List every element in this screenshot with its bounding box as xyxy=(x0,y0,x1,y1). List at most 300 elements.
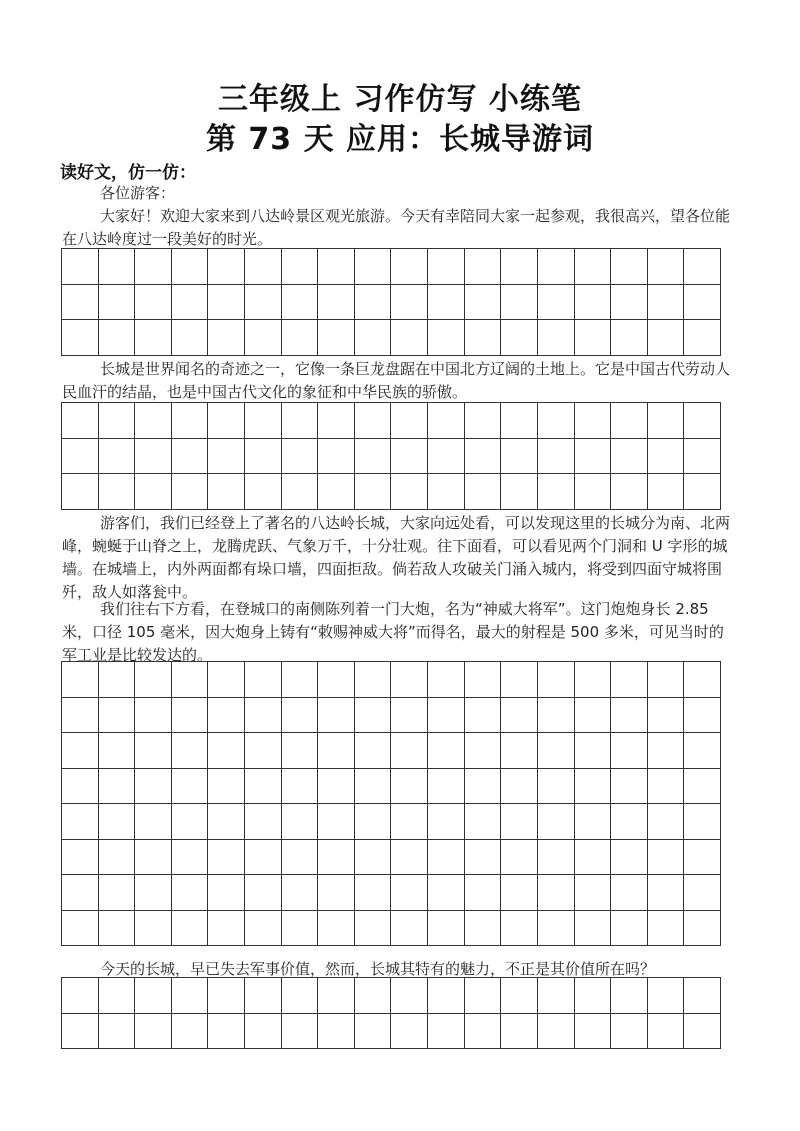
grid-cell[interactable] xyxy=(99,804,136,840)
grid-cell[interactable] xyxy=(282,439,319,475)
grid-cell[interactable] xyxy=(465,439,502,475)
grid-cell[interactable] xyxy=(355,804,392,840)
grid-cell[interactable] xyxy=(135,769,172,805)
grid-cell[interactable] xyxy=(391,285,428,321)
grid-cell[interactable] xyxy=(465,1014,502,1050)
grid-cell[interactable] xyxy=(245,403,282,439)
grid-cell[interactable] xyxy=(538,249,575,285)
grid-cell[interactable] xyxy=(62,875,99,911)
grid-cell[interactable] xyxy=(391,698,428,734)
grid-cell[interactable] xyxy=(99,978,136,1014)
grid-cell[interactable] xyxy=(538,320,575,356)
worksheet-title: 三年级上 习作仿写 小练笔 xyxy=(218,82,582,117)
grid-cell[interactable] xyxy=(99,662,136,698)
grid-cell[interactable] xyxy=(355,875,392,911)
grid-cell[interactable] xyxy=(99,769,136,805)
paragraph-5: 今天的长城，早已失去军事价值，然而，长城其特有的魅力，不正是其价值所在吗？ xyxy=(100,960,656,978)
grid-cell[interactable] xyxy=(99,733,136,769)
grid-cell[interactable] xyxy=(282,1014,319,1050)
grid-cell[interactable] xyxy=(501,698,538,734)
grid-cell[interactable] xyxy=(135,320,172,356)
section-label: 读好文，仿一仿： xyxy=(60,163,196,183)
grid-cell[interactable] xyxy=(318,804,355,840)
grid-cell[interactable] xyxy=(99,403,136,439)
grid-cell[interactable] xyxy=(465,804,502,840)
grid-cell[interactable] xyxy=(318,285,355,321)
grid-cell[interactable] xyxy=(611,403,648,439)
grid-cell[interactable] xyxy=(575,875,612,911)
grid-cell[interactable] xyxy=(684,698,721,734)
grid-cell[interactable] xyxy=(208,804,245,840)
grid-cell[interactable] xyxy=(611,804,648,840)
grid-cell[interactable] xyxy=(575,733,612,769)
grid-cell[interactable] xyxy=(245,474,282,510)
grid-cell[interactable] xyxy=(575,804,612,840)
grid-cell[interactable] xyxy=(684,662,721,698)
grid-cell[interactable] xyxy=(501,285,538,321)
grid-cell[interactable] xyxy=(355,439,392,475)
writing-grid-1[interactable] xyxy=(61,248,721,356)
grid-cell[interactable] xyxy=(135,911,172,947)
grid-cell[interactable] xyxy=(428,474,465,510)
grid-cell[interactable] xyxy=(208,769,245,805)
grid-cell[interactable] xyxy=(501,403,538,439)
grid-cell[interactable] xyxy=(282,875,319,911)
grid-cell[interactable] xyxy=(172,769,209,805)
grid-cell[interactable] xyxy=(648,285,685,321)
grid-cell[interactable] xyxy=(465,733,502,769)
grid-cell[interactable] xyxy=(318,911,355,947)
grid-cell[interactable] xyxy=(99,698,136,734)
grid-cell[interactable] xyxy=(428,285,465,321)
grid-cell[interactable] xyxy=(99,320,136,356)
grid-cell[interactable] xyxy=(62,320,99,356)
grid-cell[interactable] xyxy=(501,804,538,840)
grid-cell[interactable] xyxy=(62,698,99,734)
grid-cell[interactable] xyxy=(172,911,209,947)
grid-cell[interactable] xyxy=(99,439,136,475)
grid-cell[interactable] xyxy=(208,320,245,356)
grid-cell[interactable] xyxy=(282,733,319,769)
grid-cell[interactable] xyxy=(428,439,465,475)
grid-cell[interactable] xyxy=(355,769,392,805)
grid-cell[interactable] xyxy=(355,662,392,698)
grid-cell[interactable] xyxy=(62,769,99,805)
paragraph-4: 我们往右下方看，在登城口的南侧陈列着一门大炮，名为“神威大将军”。这门炮炮身长 2.85 米，口径 105 毫米，因大炮身上铸有“敕赐神威大将”而得名，最大的射程是 500 多米，可见当时的军工业是比较发达的。 xyxy=(62,600,724,664)
grid-cell[interactable] xyxy=(135,403,172,439)
grid-cell[interactable] xyxy=(575,320,612,356)
grid-cell[interactable] xyxy=(538,978,575,1014)
grid-cell[interactable] xyxy=(62,662,99,698)
grid-cell[interactable] xyxy=(648,439,685,475)
grid-cell[interactable] xyxy=(611,840,648,876)
grid-cell[interactable] xyxy=(355,320,392,356)
grid-cell[interactable] xyxy=(62,439,99,475)
grid-cell[interactable] xyxy=(318,403,355,439)
grid-cell[interactable] xyxy=(465,249,502,285)
grid-cell[interactable] xyxy=(611,439,648,475)
grid-cell[interactable] xyxy=(282,320,319,356)
grid-cell[interactable] xyxy=(611,698,648,734)
grid-cell[interactable] xyxy=(391,662,428,698)
grid-cell[interactable] xyxy=(684,804,721,840)
grid-cell[interactable] xyxy=(465,769,502,805)
grid-cell[interactable] xyxy=(611,320,648,356)
grid-cell[interactable] xyxy=(465,840,502,876)
grid-cell[interactable] xyxy=(428,249,465,285)
paragraph-1: 大家好！欢迎大家来到八达岭景区观光旅游。今天有幸陪同大家一起参观，我很高兴，望各位能在八达岭度过一段美好的时光。 xyxy=(62,207,731,248)
grid-cell[interactable] xyxy=(465,403,502,439)
grid-cell[interactable] xyxy=(428,1014,465,1050)
grid-cell[interactable] xyxy=(391,911,428,947)
grid-cell[interactable] xyxy=(135,698,172,734)
grid-cell[interactable] xyxy=(538,911,575,947)
grid-cell[interactable] xyxy=(684,320,721,356)
grid-cell[interactable] xyxy=(391,320,428,356)
grid-cell[interactable] xyxy=(465,474,502,510)
grid-cell[interactable] xyxy=(501,733,538,769)
grid-cell[interactable] xyxy=(245,698,282,734)
grid-cell[interactable] xyxy=(135,978,172,1014)
grid-cell[interactable] xyxy=(391,978,428,1014)
grid-cell[interactable] xyxy=(648,249,685,285)
grid-cell[interactable] xyxy=(62,978,99,1014)
grid-cell[interactable] xyxy=(172,285,209,321)
grid-cell[interactable] xyxy=(282,249,319,285)
grid-cell[interactable] xyxy=(355,698,392,734)
grid-cell[interactable] xyxy=(208,474,245,510)
grid-cell[interactable] xyxy=(575,698,612,734)
grid-cell[interactable] xyxy=(648,875,685,911)
grid-cell[interactable] xyxy=(245,662,282,698)
grid-cell[interactable] xyxy=(99,474,136,510)
grid-cell[interactable] xyxy=(538,474,575,510)
grid-cell[interactable] xyxy=(208,285,245,321)
grid-cell[interactable] xyxy=(208,249,245,285)
grid-cell[interactable] xyxy=(611,285,648,321)
grid-cell[interactable] xyxy=(208,733,245,769)
grid-cell[interactable] xyxy=(282,285,319,321)
grid-cell[interactable] xyxy=(501,249,538,285)
grid-cell[interactable] xyxy=(575,840,612,876)
grid-cell[interactable] xyxy=(208,875,245,911)
grid-cell[interactable] xyxy=(282,662,319,698)
grid-cell[interactable] xyxy=(391,474,428,510)
grid-cell[interactable] xyxy=(282,840,319,876)
grid-cell[interactable] xyxy=(318,1014,355,1050)
grid-cell[interactable] xyxy=(575,403,612,439)
grid-cell[interactable] xyxy=(501,840,538,876)
grid-cell[interactable] xyxy=(318,474,355,510)
grid-cell[interactable] xyxy=(62,1014,99,1050)
grid-cell[interactable] xyxy=(172,978,209,1014)
grid-cell[interactable] xyxy=(172,804,209,840)
grid-cell[interactable] xyxy=(575,769,612,805)
grid-cell[interactable] xyxy=(501,439,538,475)
grid-cell[interactable] xyxy=(575,662,612,698)
grid-cell[interactable] xyxy=(318,662,355,698)
grid-cell[interactable] xyxy=(135,875,172,911)
grid-cell[interactable] xyxy=(648,698,685,734)
grid-cell[interactable] xyxy=(538,403,575,439)
grid-cell[interactable] xyxy=(391,840,428,876)
grid-cell[interactable] xyxy=(575,285,612,321)
grid-cell[interactable] xyxy=(135,804,172,840)
grid-cell[interactable] xyxy=(172,249,209,285)
grid-cell[interactable] xyxy=(684,1014,721,1050)
grid-cell[interactable] xyxy=(318,978,355,1014)
grid-cell[interactable] xyxy=(538,840,575,876)
grid-cell[interactable] xyxy=(538,439,575,475)
grid-cell[interactable] xyxy=(391,769,428,805)
grid-cell[interactable] xyxy=(99,911,136,947)
grid-cell[interactable] xyxy=(684,875,721,911)
grid-cell[interactable] xyxy=(355,840,392,876)
grid-cell[interactable] xyxy=(538,698,575,734)
grid-cell[interactable] xyxy=(648,911,685,947)
grid-cell[interactable] xyxy=(135,840,172,876)
grid-cell[interactable] xyxy=(501,978,538,1014)
grid-cell[interactable] xyxy=(208,439,245,475)
paragraph-2: 长城是世界闻名的奇迹之一，它像一条巨龙盘踞在中国北方辽阔的土地上。它是中国古代劳动人民血汗的结晶，也是中国古代文化的象征和中华民族的骄傲。 xyxy=(62,360,731,401)
grid-cell[interactable] xyxy=(318,698,355,734)
writing-grid-2[interactable] xyxy=(61,402,721,510)
grid-cell[interactable] xyxy=(62,474,99,510)
greeting-text: 各位游客： xyxy=(100,184,176,202)
grid-cell[interactable] xyxy=(648,840,685,876)
grid-cell[interactable] xyxy=(99,1014,136,1050)
grid-cell[interactable] xyxy=(245,285,282,321)
grid-cell[interactable] xyxy=(575,978,612,1014)
grid-cell[interactable] xyxy=(428,911,465,947)
grid-cell[interactable] xyxy=(282,804,319,840)
grid-cell[interactable] xyxy=(135,249,172,285)
grid-cell[interactable] xyxy=(611,474,648,510)
grid-cell[interactable] xyxy=(355,1014,392,1050)
grid-cell[interactable] xyxy=(208,1014,245,1050)
grid-cell[interactable] xyxy=(684,769,721,805)
grid-cell[interactable] xyxy=(245,249,282,285)
grid-cell[interactable] xyxy=(391,1014,428,1050)
grid-cell[interactable] xyxy=(318,840,355,876)
grid-cell[interactable] xyxy=(428,662,465,698)
grid-cell[interactable] xyxy=(355,978,392,1014)
grid-cell[interactable] xyxy=(428,875,465,911)
grid-cell[interactable] xyxy=(575,911,612,947)
grid-cell[interactable] xyxy=(245,840,282,876)
grid-cell[interactable] xyxy=(648,804,685,840)
grid-cell[interactable] xyxy=(99,840,136,876)
grid-cell[interactable] xyxy=(135,285,172,321)
grid-cell[interactable] xyxy=(208,911,245,947)
paragraph-3: 游客们，我们已经登上了著名的八达岭长城，大家向远处看，可以发现这里的长城分为南、北两峰，蜿蜒于山脊之上，龙腾虎跃、气象万千，十分壮观。往下面看，可以看见两个门洞和 U 字形的城墙。在城墙上，内外两面都有垛口墙，四面拒敌。倘若敌人攻破关门涌入城内，将受到四面守城将围歼，敌人如落瓮中。 xyxy=(62,514,731,601)
grid-cell[interactable] xyxy=(465,662,502,698)
grid-cell[interactable] xyxy=(282,474,319,510)
grid-cell[interactable] xyxy=(172,875,209,911)
grid-cell[interactable] xyxy=(245,439,282,475)
grid-cell[interactable] xyxy=(684,285,721,321)
grid-cell[interactable] xyxy=(428,403,465,439)
grid-cell[interactable] xyxy=(135,733,172,769)
grid-cell[interactable] xyxy=(318,733,355,769)
grid-cell[interactable] xyxy=(465,285,502,321)
grid-cell[interactable] xyxy=(501,662,538,698)
grid-cell[interactable] xyxy=(611,733,648,769)
grid-cell[interactable] xyxy=(208,662,245,698)
grid-cell[interactable] xyxy=(62,285,99,321)
grid-cell[interactable] xyxy=(575,474,612,510)
grid-cell[interactable] xyxy=(648,769,685,805)
grid-cell[interactable] xyxy=(611,875,648,911)
grid-cell[interactable] xyxy=(538,1014,575,1050)
grid-cell[interactable] xyxy=(172,403,209,439)
grid-cell[interactable] xyxy=(465,875,502,911)
grid-cell[interactable] xyxy=(501,875,538,911)
grid-cell[interactable] xyxy=(575,249,612,285)
grid-cell[interactable] xyxy=(611,769,648,805)
grid-cell[interactable] xyxy=(245,911,282,947)
grid-cell[interactable] xyxy=(355,733,392,769)
grid-cell[interactable] xyxy=(62,733,99,769)
grid-cell[interactable] xyxy=(648,662,685,698)
grid-cell[interactable] xyxy=(428,840,465,876)
grid-cell[interactable] xyxy=(99,875,136,911)
grid-cell[interactable] xyxy=(245,769,282,805)
grid-cell[interactable] xyxy=(282,911,319,947)
grid-cell[interactable] xyxy=(135,439,172,475)
grid-cell[interactable] xyxy=(282,403,319,439)
grid-cell[interactable] xyxy=(538,769,575,805)
grid-cell[interactable] xyxy=(245,875,282,911)
grid-cell[interactable] xyxy=(648,403,685,439)
grid-cell[interactable] xyxy=(648,978,685,1014)
grid-cell[interactable] xyxy=(318,439,355,475)
grid-cell[interactable] xyxy=(62,249,99,285)
grid-cell[interactable] xyxy=(684,911,721,947)
grid-cell[interactable] xyxy=(611,1014,648,1050)
grid-cell[interactable] xyxy=(575,1014,612,1050)
grid-cell[interactable] xyxy=(538,662,575,698)
grid-cell[interactable] xyxy=(355,474,392,510)
grid-cell[interactable] xyxy=(684,249,721,285)
grid-cell[interactable] xyxy=(391,249,428,285)
grid-cell[interactable] xyxy=(391,804,428,840)
grid-cell[interactable] xyxy=(282,769,319,805)
grid-cell[interactable] xyxy=(465,911,502,947)
grid-cell[interactable] xyxy=(538,804,575,840)
grid-cell[interactable] xyxy=(501,320,538,356)
grid-cell[interactable] xyxy=(245,804,282,840)
grid-cell[interactable] xyxy=(501,474,538,510)
grid-cell[interactable] xyxy=(648,733,685,769)
grid-cell[interactable] xyxy=(391,875,428,911)
grid-cell[interactable] xyxy=(135,662,172,698)
grid-cell[interactable] xyxy=(245,1014,282,1050)
grid-cell[interactable] xyxy=(428,978,465,1014)
grid-cell[interactable] xyxy=(684,403,721,439)
grid-cell[interactable] xyxy=(208,978,245,1014)
grid-cell[interactable] xyxy=(62,840,99,876)
grid-cell[interactable] xyxy=(391,439,428,475)
grid-cell[interactable] xyxy=(538,733,575,769)
grid-cell[interactable] xyxy=(684,733,721,769)
grid-cell[interactable] xyxy=(611,911,648,947)
grid-cell[interactable] xyxy=(501,911,538,947)
grid-cell[interactable] xyxy=(684,978,721,1014)
grid-cell[interactable] xyxy=(172,698,209,734)
grid-cell[interactable] xyxy=(245,320,282,356)
grid-cell[interactable] xyxy=(172,662,209,698)
grid-cell[interactable] xyxy=(684,840,721,876)
grid-cell[interactable] xyxy=(575,439,612,475)
grid-cell[interactable] xyxy=(611,662,648,698)
grid-cell[interactable] xyxy=(208,840,245,876)
grid-cell[interactable] xyxy=(62,403,99,439)
grid-cell[interactable] xyxy=(465,698,502,734)
grid-cell[interactable] xyxy=(684,439,721,475)
grid-cell[interactable] xyxy=(172,840,209,876)
writing-grid-3[interactable] xyxy=(61,661,721,946)
grid-cell[interactable] xyxy=(62,911,99,947)
grid-cell[interactable] xyxy=(245,733,282,769)
grid-cell[interactable] xyxy=(538,285,575,321)
grid-cell[interactable] xyxy=(501,769,538,805)
grid-cell[interactable] xyxy=(538,875,575,911)
grid-cell[interactable] xyxy=(99,285,136,321)
grid-cell[interactable] xyxy=(355,403,392,439)
grid-cell[interactable] xyxy=(428,698,465,734)
grid-cell[interactable] xyxy=(172,439,209,475)
grid-cell[interactable] xyxy=(391,403,428,439)
writing-grid-4[interactable] xyxy=(61,977,721,1049)
grid-cell[interactable] xyxy=(245,978,282,1014)
grid-cell[interactable] xyxy=(648,474,685,510)
grid-cell[interactable] xyxy=(428,769,465,805)
grid-cell[interactable] xyxy=(391,733,428,769)
grid-cell[interactable] xyxy=(428,320,465,356)
grid-cell[interactable] xyxy=(318,249,355,285)
grid-cell[interactable] xyxy=(501,1014,538,1050)
grid-cell[interactable] xyxy=(611,978,648,1014)
grid-cell[interactable] xyxy=(318,320,355,356)
grid-cell[interactable] xyxy=(62,804,99,840)
grid-cell[interactable] xyxy=(465,978,502,1014)
grid-cell[interactable] xyxy=(172,474,209,510)
grid-cell[interactable] xyxy=(428,733,465,769)
grid-cell[interactable] xyxy=(208,698,245,734)
grid-cell[interactable] xyxy=(172,733,209,769)
grid-cell[interactable] xyxy=(465,320,502,356)
grid-cell[interactable] xyxy=(611,249,648,285)
grid-cell[interactable] xyxy=(282,978,319,1014)
grid-cell[interactable] xyxy=(208,403,245,439)
grid-cell[interactable] xyxy=(648,320,685,356)
grid-cell[interactable] xyxy=(135,474,172,510)
grid-cell[interactable] xyxy=(318,875,355,911)
grid-cell[interactable] xyxy=(172,320,209,356)
grid-cell[interactable] xyxy=(428,804,465,840)
grid-cell[interactable] xyxy=(355,911,392,947)
grid-cell[interactable] xyxy=(135,1014,172,1050)
grid-cell[interactable] xyxy=(355,249,392,285)
grid-cell[interactable] xyxy=(99,249,136,285)
grid-cell[interactable] xyxy=(318,769,355,805)
grid-cell[interactable] xyxy=(172,1014,209,1050)
grid-cell[interactable] xyxy=(355,285,392,321)
grid-cell[interactable] xyxy=(684,474,721,510)
grid-cell[interactable] xyxy=(648,1014,685,1050)
grid-cell[interactable] xyxy=(282,698,319,734)
